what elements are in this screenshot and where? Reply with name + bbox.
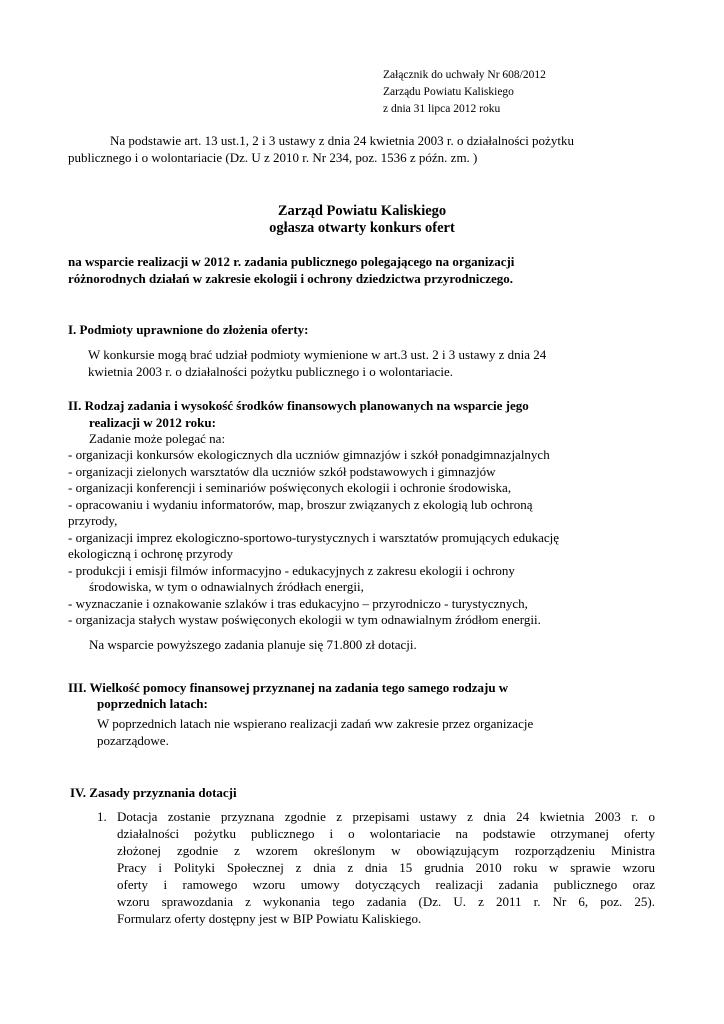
section-1-text-1: W konkursie mogą brać udział podmioty wymienione w art.3 ust. 2 i 3 ustawy z dnia 24 xyxy=(88,347,547,362)
basis-line-2: publicznego i o wolontariacie (Dz. U z 2010 r. Nr 234, poz. 1536 z późn. zm. ) xyxy=(68,150,478,165)
point-1-line-6: wzoru sprawozdania z wykonania tego zadania (Dz. U. z 2011 r. Nr 6, poz. 25). xyxy=(117,894,655,909)
section-3-text-1: W poprzednich latach nie wspierano realizacji zadań ww zakresie przez organizacje xyxy=(97,716,534,731)
point-1-line-5: oferty i ramowego wzoru umowy dotyczących realizacji zadania publicznego oraz xyxy=(117,877,655,892)
subject-line-2: różnorodnych działań w zakresie ekologii i ochrony dziedzictwa przyrodniczego. xyxy=(68,271,513,286)
point-1-number: 1. xyxy=(97,809,107,824)
attachment-line-2: Zarządu Powiatu Kaliskiego xyxy=(383,86,514,98)
attachment-line-1: Załącznik do uchwały Nr 608/2012 xyxy=(383,69,546,81)
list-item-5-cont: ekologiczną i ochronę przyrody xyxy=(68,546,233,561)
subject-line-1: na wsparcie realizacji w 2012 r. zadania publicznego polegającego na organizacji xyxy=(68,254,515,269)
funding-amount: Na wsparcie powyższego zadania planuje się 71.800 zł dotacji. xyxy=(89,637,417,652)
section-1-heading: I. Podmioty uprawnione do złożenia oferty: xyxy=(68,322,309,337)
point-1-line-4: Pracy i Polityki Społecznej z dnia z dnia 15 grudnia 2010 roku w sprawie wzoru xyxy=(117,860,655,875)
list-item-8: - organizacja stałych wystaw poświęconych ekologii w tym odnawialnym źródłom energii. xyxy=(68,612,541,627)
point-1-line-1: Dotacja zostanie przyznana zgodnie z przepisami ustawy z dnia 24 kwietnia 2003 r. o xyxy=(117,809,655,824)
list-item-4-cont: przyrody, xyxy=(68,513,118,528)
point-1-line-2: działalności pożytku publicznego i o wolontariacie na podstawie otrzymanej oferty xyxy=(117,826,655,841)
section-2-heading-1: II. Rodzaj zadania i wysokość środków finansowych planowanych na wsparcie jego xyxy=(68,398,529,413)
list-item-2: - organizacji zielonych warsztatów dla uczniów szkół podstawowych i gimnazjów xyxy=(68,464,496,479)
list-item-6: - produkcji i emisji filmów informacyjno - edukacyjnych z zakresu ekologii i ochrony xyxy=(68,563,515,578)
basis-line-1: Na podstawie art. 13 ust.1, 2 i 3 ustawy z dnia 24 kwietnia 2003 r. o działalności pożytku xyxy=(110,133,574,148)
attachment-line-3: z dnia 31 lipca 2012 roku xyxy=(383,103,501,115)
section-3-text-2: pozarządowe. xyxy=(97,733,169,748)
point-1-line-7: Formularz oferty dostępny jest w BIP Powiatu Kaliskiego. xyxy=(117,911,422,926)
list-item-4: - opracowaniu i wydaniu informatorów, map, broszur związanych z ekologią lub ochroną xyxy=(68,497,533,512)
section-3-heading-2: poprzednich latach: xyxy=(97,696,208,711)
title-announce: ogłasza otwarty konkurs ofert xyxy=(269,220,455,236)
section-3-heading-1: III. Wielkość pomocy finansowej przyznanej na zadania tego samego rodzaju w xyxy=(68,680,509,695)
point-1-line-3: złożonej zgodnie z wzorem określonym w obowiązującym rozporządzeniu Ministra xyxy=(117,843,655,858)
section-1-text-2: kwietnia 2003 r. o działalności pożytku publicznego i o wolontariacie. xyxy=(88,364,453,379)
list-item-5: - organizacji imprez ekologiczno-sportowo-turystycznych i warsztatów promujących edukację xyxy=(68,530,560,545)
list-item-3: - organizacji konferencji i seminariów poświęconych ekologii i ochronie środowiska, xyxy=(68,480,512,495)
section-2-heading-2: realizacji w 2012 roku: xyxy=(89,415,216,430)
list-item-1: - organizacji konkursów ekologicznych dla uczniów gimnazjów i szkół ponadgimnazjalnych xyxy=(68,447,550,462)
section-4-heading: IV. Zasady przyznania dotacji xyxy=(70,785,237,800)
section-2-intro: Zadanie może polegać na: xyxy=(89,431,226,446)
list-item-7: - wyznaczanie i oznakowanie szlaków i tras edukacyjno – przyrodniczo - turystycznych, xyxy=(68,596,528,611)
title-board: Zarząd Powiatu Kaliskiego xyxy=(277,203,447,219)
list-item-6-cont: środowiska, w tym o odnawialnych źródłach energii, xyxy=(89,579,364,594)
